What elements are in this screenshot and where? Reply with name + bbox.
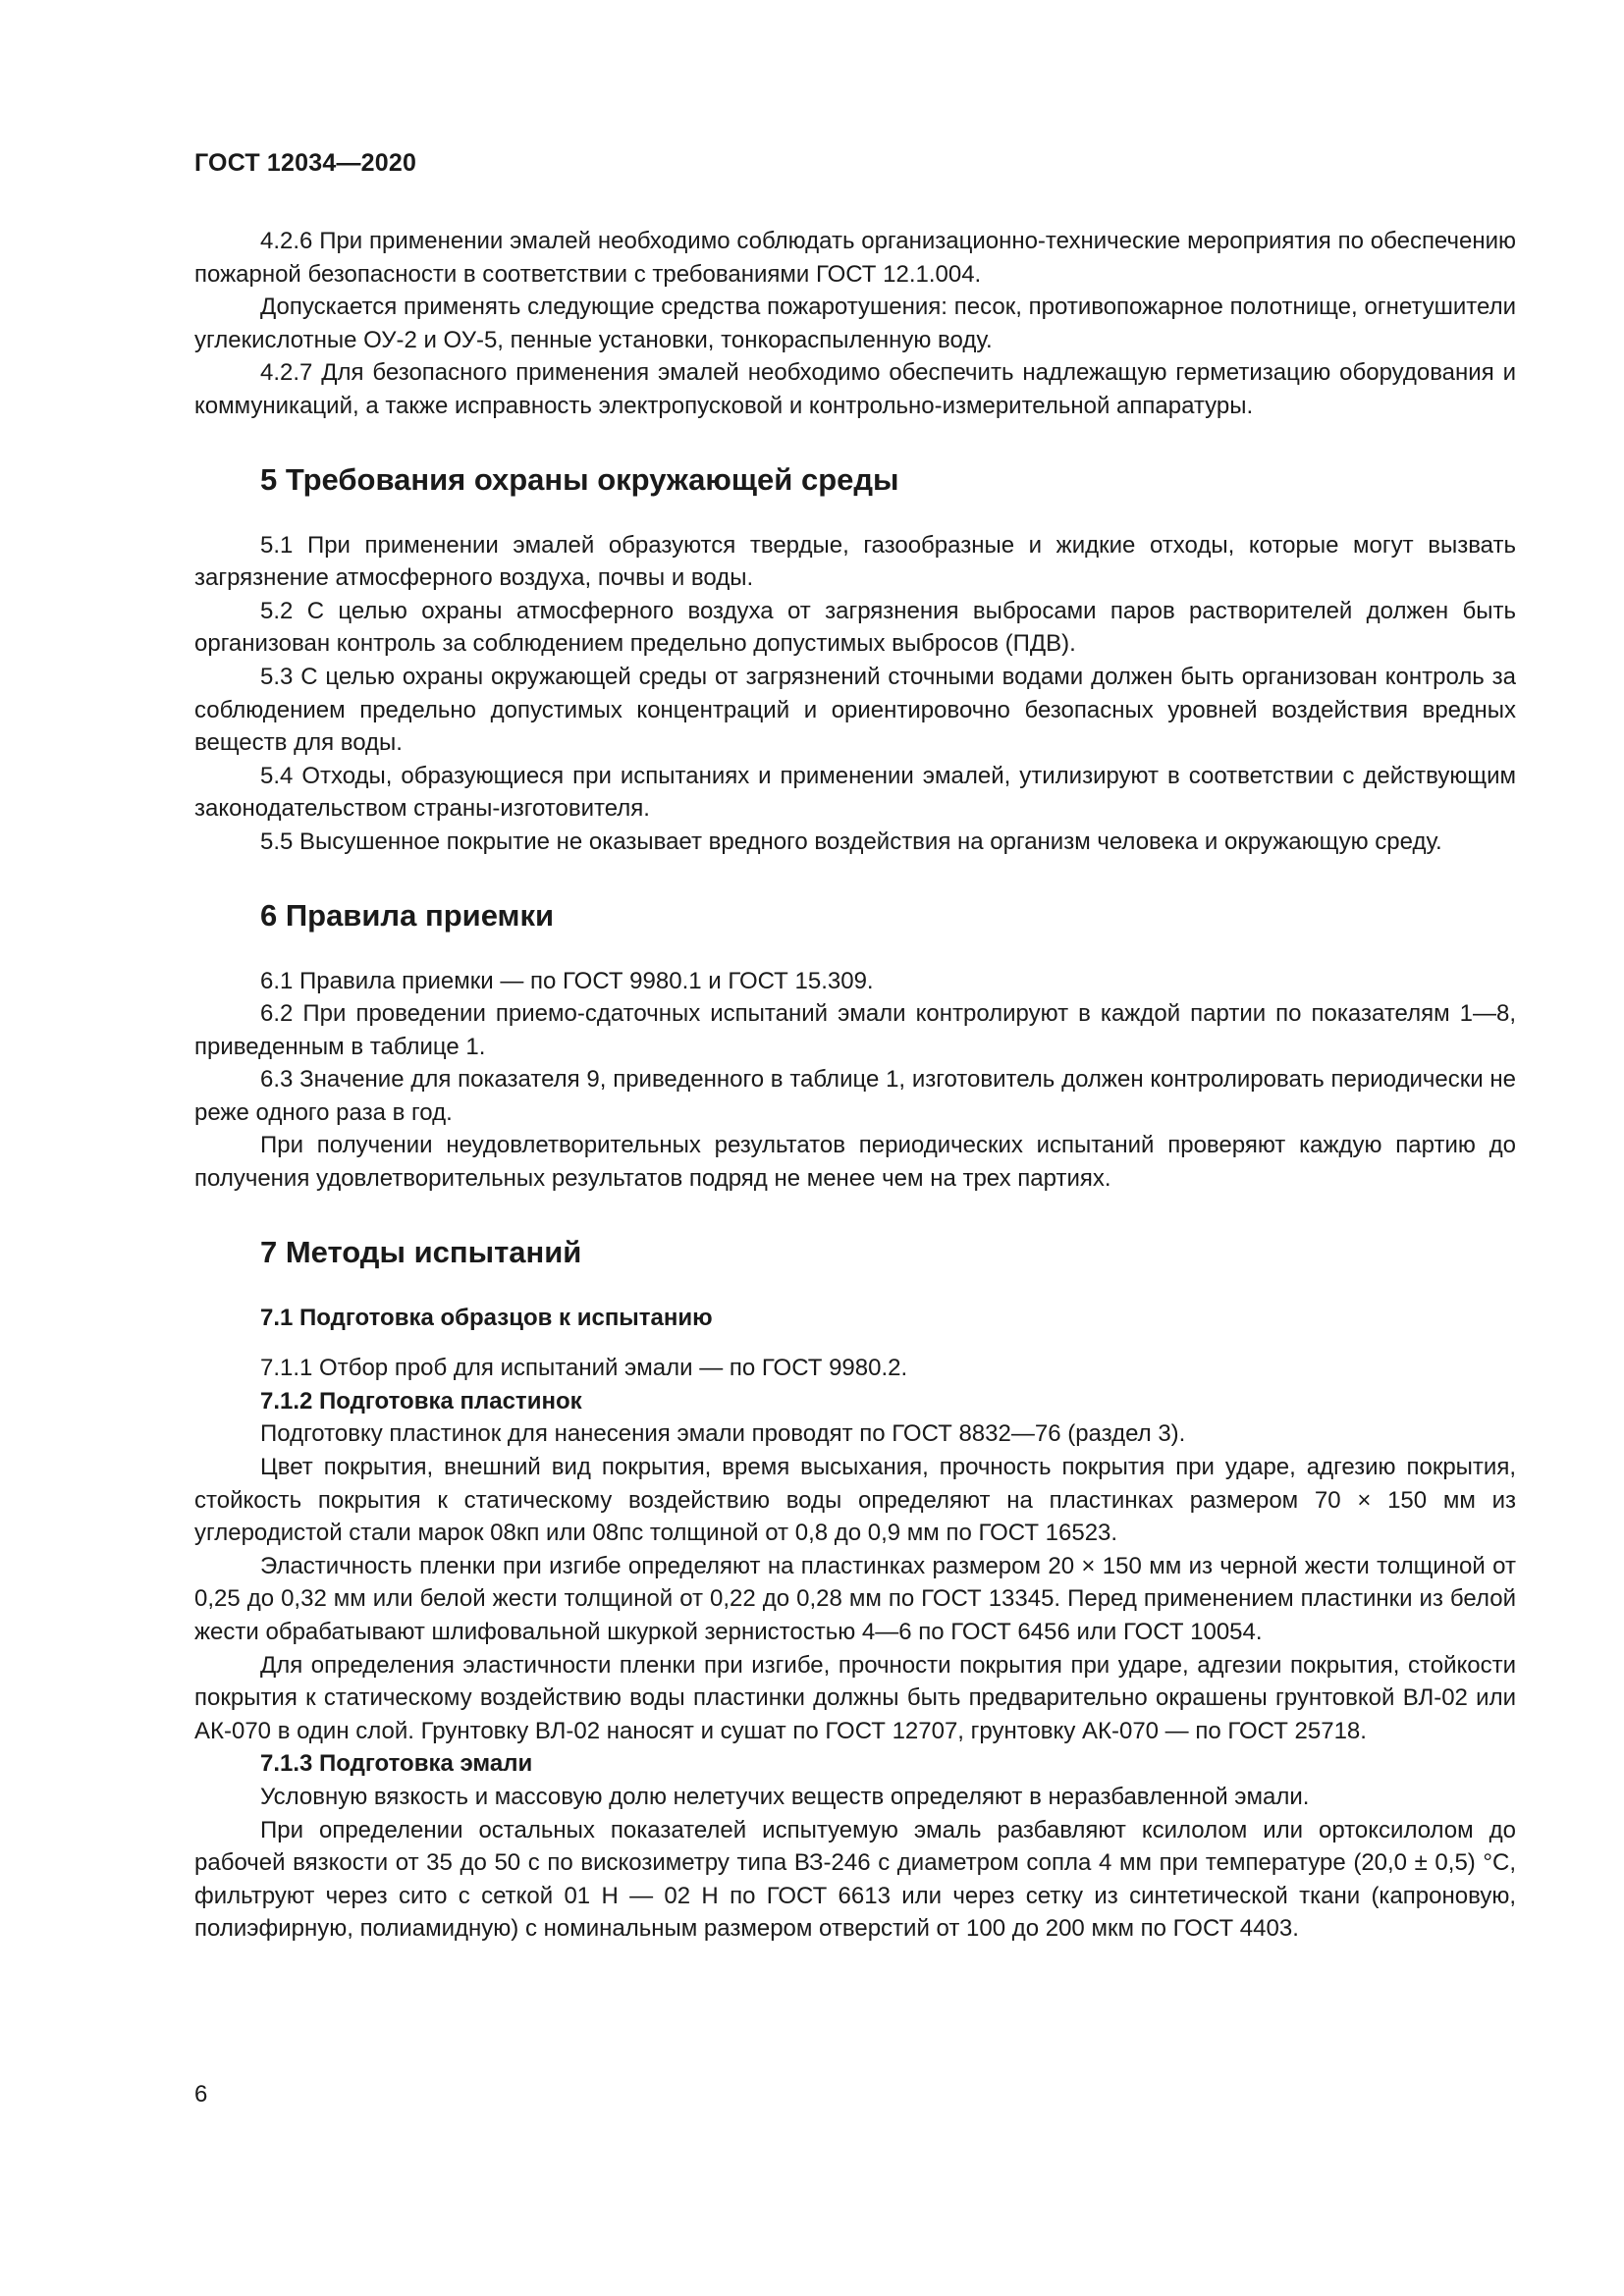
heading-7-1-3-text: 7.1.3 Подготовка эмали [260,1750,533,1778]
document-header: ГОСТ 12034—2020 [194,149,417,177]
paragraph-7-1-1: 7.1.1 Отбор проб для испытаний эмали — по ГОСТ 9980.2. [260,1355,908,1382]
page-number: 6 [194,2081,208,2108]
paragraph-5-3: 5.3 С целью охраны окружающей среды от загрязнений сточными водами должен быть организован контроль за соблюдением предельно допустимых концентраций и ориентировочно безопасных уровней воздействия вредных веществ для воды. [194,663,1516,757]
paragraph-6-3-periodic: При получении неудовлетворительных результатов периодических испытаний проверяют каждую партию до получения удовлетворительных результатов подряд не менее чем на трех партиях. [194,1132,1516,1193]
paragraph-5-1: 5.1 При применении эмалей образуются твердые, газообразные и жидкие отходы, которые могут вызвать загрязнение атмосферного воздуха, почвы и воды. [194,531,1516,592]
paragraph-7-1-3b: При определении остальных показателей испытуемую эмаль разбавляют ксилолом или ортоксилолом до рабочей вязкости от 35 до 50 с по вискозиметру типа ВЗ-246 с диаметром сопла 4 мм при температуре (20,0 ± 0,5) °С, фильтруют через сито с сеткой 01 Н — 02 Н по ГОСТ 6613 или через сетку из синтетической ткани (капроновую, полиэфирную, полиамидную) с номинальным размером отверстий от 100 до 200 мкм по ГОСТ 4403. [194,1816,1516,1943]
paragraph-5-2: 5.2 С целью охраны атмосферного воздуха от загрязнения выбросами паров растворителей должен быть организован контроль за соблюдением предельно допустимых выбросов (ПДВ). [194,597,1516,658]
paragraph-6-1: 6.1 Правила приемки — по ГОСТ 9980.1 и ГОСТ 15.309. [260,967,874,994]
paragraph-4-2-6: 4.2.6 При применении эмалей необходимо соблюдать организационно-технические мероприятия по обеспечению пожарной безопасности в соответствии с требованиями ГОСТ 12.1.004. [194,228,1516,288]
section-6-title: 6 Правила приемки [260,897,555,933]
paragraph-4-2-6-extinguishing: Допускается применять следующие средства пожаротушения: песок, противопожарное полотнище, огнетушители углекислотные ОУ-2 и ОУ-5, пенные установки, тонкораспыленную воду. [194,294,1516,353]
heading-7-1-3 [194,1747,1516,1781]
paragraph-5-4: 5.4 Отходы, образующиеся при испытаниях и применении эмалей, утилизируют в соответствии с действующим законодательством страны-изготовителя. [194,762,1516,823]
paragraph-7-1-2c: Эластичность пленки при изгибе определяют на пластинках размером 20 × 150 мм из черной жести толщиной от 0,25 до 0,32 мм или белой жести толщиной от 0,22 до 0,28 мм по ГОСТ 13345. Перед применением пластинки из белой жести обрабатывают шлифовальной шкуркой зернистостью 4—6 по ГОСТ 6456 или ГОСТ 10054. [194,1552,1516,1645]
section-7-title: 7 Методы испытаний [260,1234,582,1269]
paragraph-6-2: 6.2 При проведении приемо-сдаточных испытаний эмали контролируют в каждой партии по показателям 1—8, приведенным в таблице 1. [194,1000,1516,1060]
paragraph-7-1-2d: Для определения эластичности пленки при изгибе, прочности покрытия при ударе, адгезии покрытия, стойкости покрытия к статическому воздействию воды пластинки должны быть предварительно окрашены грунтовкой ВЛ-02 или АК-070 в один слой. Грунтовку ВЛ-02 наносят и сушат по ГОСТ 12707, грунтовку АК-070 — по ГОСТ 25718. [194,1651,1516,1744]
heading-7-1-2 [194,1385,1516,1418]
section-5-title: 5 Требования охраны окружающей среды [260,461,899,497]
paragraph-6-3: 6.3 Значение для показателя 9, приведенного в таблице 1, изготовитель должен контролировать периодически не реже одного раза в год. [194,1066,1516,1126]
paragraph-7-1-3a: Условную вязкость и массовую долю нелетучих веществ определяют в неразбавленной эмали. [260,1783,1310,1810]
subsection-7-1-title: 7.1 Подготовка образцов к испытанию [260,1304,713,1331]
heading-7-1-2-text: 7.1.2 Подготовка пластинок [260,1387,582,1415]
paragraph-7-1-2b: Цвет покрытия, внешний вид покрытия, время высыхания, прочность покрытия при ударе, адгезию покрытия, стойкость покрытия к статическому воздействию воды определяют на пластинках размером 70 × 150 мм из углеродистой стали марок 08кп или 08пс толщиной от 0,8 до 0,9 мм по ГОСТ 16523. [194,1454,1516,1547]
paragraph-7-1-2a: Подготовку пластинок для нанесения эмали проводят по ГОСТ 8832—76 (раздел 3). [260,1420,1186,1448]
paragraph-4-2-7: 4.2.7 Для безопасного применения эмалей необходимо обеспечить надлежащую герметизацию оборудования и коммуникаций, а также исправность электропусковой и контрольно-измерительной аппаратуры. [194,359,1516,419]
document-body [194,225,1516,1946]
paragraph-5-5: 5.5 Высушенное покрытие не оказывает вредного воздействия на организм человека и окружающую среду. [260,828,1442,855]
